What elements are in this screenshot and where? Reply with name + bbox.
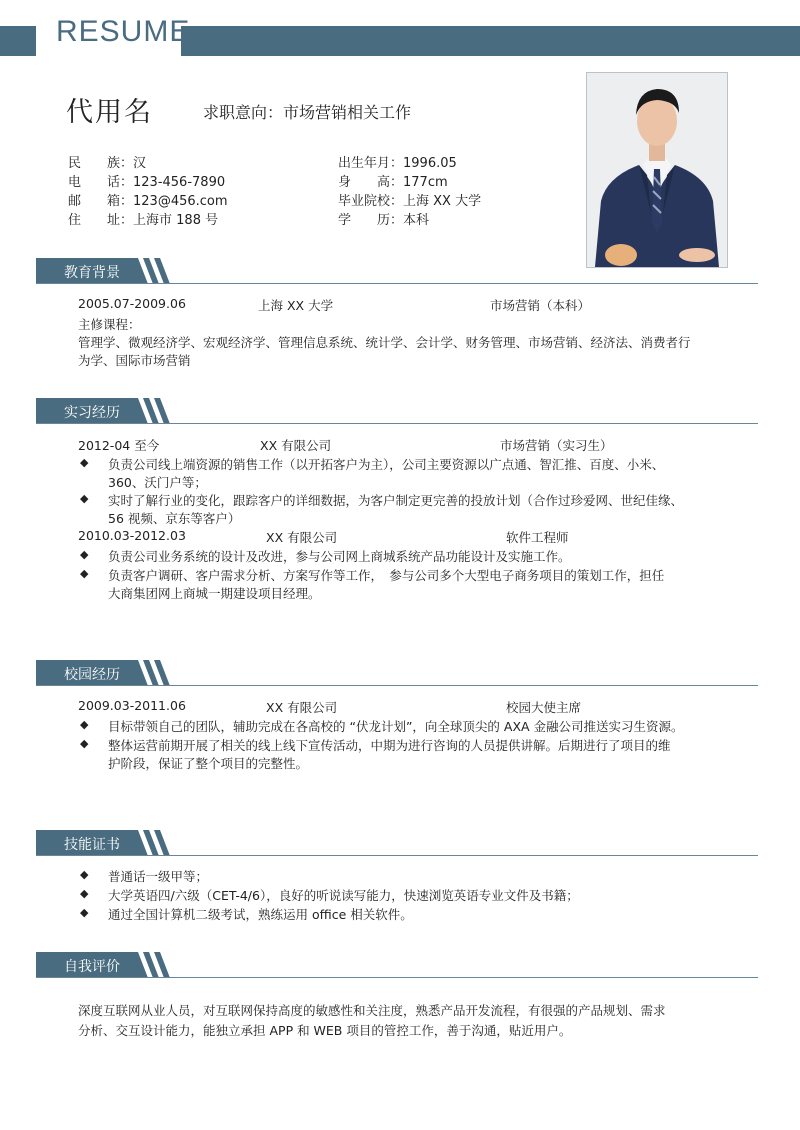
- section-title-skills: 技能证书: [64, 837, 120, 853]
- section-title-education: 教育背景: [64, 265, 120, 281]
- job1-bullet2-line1: 实时了解行业的变化，跟踪客户的详细数据，为客户制定更完善的投放计划（合作过珍爱网、世纪佳缘、: [108, 493, 684, 508]
- job2-bullet2-line2: 大商集团网上商城一期建设项目经理。: [108, 586, 321, 601]
- info-school: 毕业院校：上海 XX 大学: [338, 194, 482, 209]
- campus-role: 校园大使主席: [506, 700, 582, 715]
- info-address: 住 址：上海市 188 号: [68, 213, 219, 228]
- job1-role: 市场营销（实习生）: [500, 438, 613, 453]
- section-divider: [36, 977, 758, 978]
- info-birth: 出生年月：1996.05: [338, 156, 457, 171]
- job2-bullet2-line1: 负责客户调研、客户需求分析、方案写作等工作， 参与公司多个大型电子商务项目的策划工作，担任: [108, 568, 665, 583]
- campus-bullet1-line1: 目标带领自己的团队，辅助完成在各高校的 “伏龙计划”，向全球顶尖的 AXA 金融公司推送实习生资源。: [108, 719, 684, 734]
- bullet-diamond-icon: ◆: [80, 492, 89, 505]
- job2-company: XX 有限公司: [266, 530, 338, 545]
- edu-period: 2005.07-2009.06: [78, 296, 186, 311]
- bullet-diamond-icon: ◆: [80, 906, 89, 919]
- bullet-diamond-icon: ◆: [80, 887, 89, 900]
- campus-company: XX 有限公司: [266, 700, 338, 715]
- header-bar-left: [0, 26, 36, 56]
- info-phone: 电 话：123-456-7890: [68, 175, 226, 190]
- section-divider: [36, 855, 758, 856]
- edu-major: 市场营销（本科）: [490, 298, 591, 313]
- job1-bullet1-line1: 负责公司线上端资源的销售工作（以开拓客户为主），公司主要资源以广点通、智汇推、百度、小米、: [108, 457, 665, 472]
- bullet-diamond-icon: ◆: [80, 737, 89, 750]
- candidate-name: 代用名: [66, 97, 153, 128]
- campus-bullet2-line1: 整体运营前期开展了相关的线上线下宣传活动，中期为进行咨询的人员提供讲解。后期进行了项目的维: [108, 738, 671, 753]
- job1-period: 2012-04 至今: [78, 438, 160, 453]
- skill-item: 普通话一级甲等；: [108, 869, 209, 884]
- info-ethnicity: 民 族：汉: [68, 156, 147, 171]
- job-intent: 求职意向：市场营销相关工作: [203, 103, 412, 122]
- job2-bullet1-line1: 负责公司业务系统的设计及改进，参与公司网上商城系统产品功能设计及实施工作。: [108, 549, 571, 564]
- info-degree: 学 历：本科: [338, 213, 430, 228]
- info-height: 身 高：177cm: [338, 175, 448, 190]
- skill-item: 通过全国计算机二级考试，熟练运用 office 相关软件。: [108, 907, 413, 922]
- bullet-diamond-icon: ◆: [80, 868, 89, 881]
- resume-title: RESUME: [56, 15, 191, 48]
- section-divider: [36, 283, 758, 284]
- edu-school: 上海 XX 大学: [258, 298, 334, 313]
- edu-courses-label: 主修课程：: [78, 317, 141, 332]
- section-title-campus: 校园经历: [64, 667, 120, 683]
- section-divider: [36, 685, 758, 686]
- job1-bullet1-line2: 360、沃门户等；: [108, 475, 207, 490]
- bullet-diamond-icon: ◆: [80, 718, 89, 731]
- section-divider: [36, 423, 758, 424]
- bullet-diamond-icon: ◆: [80, 548, 89, 561]
- job1-company: XX 有限公司: [260, 438, 332, 453]
- bullet-diamond-icon: ◆: [80, 456, 89, 469]
- edu-courses-line2: 为学、国际市场营销: [78, 353, 191, 368]
- edu-courses-line1: 管理学、微观经济学、宏观经济学、管理信息系统、统计学、会计学、财务管理、市场营销、经济法、消费者行: [78, 335, 691, 350]
- section-title-self-eval: 自我评价: [64, 959, 120, 975]
- section-title-internship: 实习经历: [64, 405, 120, 421]
- self-eval-line2: 分析、交互设计能力，能独立承担 APP 和 WEB 项目的管控工作，善于沟通，贴近用户。: [78, 1023, 572, 1038]
- campus-bullet2-line2: 护阶段，保证了整个项目的完整性。: [108, 756, 309, 771]
- profile-photo: [586, 72, 728, 268]
- campus-period: 2009.03-2011.06: [78, 698, 186, 713]
- skill-item: 大学英语四/六级（CET-4/6），良好的听说读写能力，快速浏览英语专业文件及书籍；: [108, 888, 579, 903]
- header-bar-right: [181, 26, 800, 56]
- job2-period: 2010.03-2012.03: [78, 528, 186, 543]
- job2-role: 软件工程师: [506, 530, 569, 545]
- bullet-diamond-icon: ◆: [80, 567, 89, 580]
- self-eval-line1: 深度互联网从业人员，对互联网保持高度的敏感性和关注度，熟悉产品开发流程，有很强的产品规划、需求: [78, 1003, 666, 1018]
- info-email: 邮 箱：123@456.com: [68, 194, 228, 209]
- job1-bullet2-line2: 56 视频、京东等客户）: [108, 511, 241, 526]
